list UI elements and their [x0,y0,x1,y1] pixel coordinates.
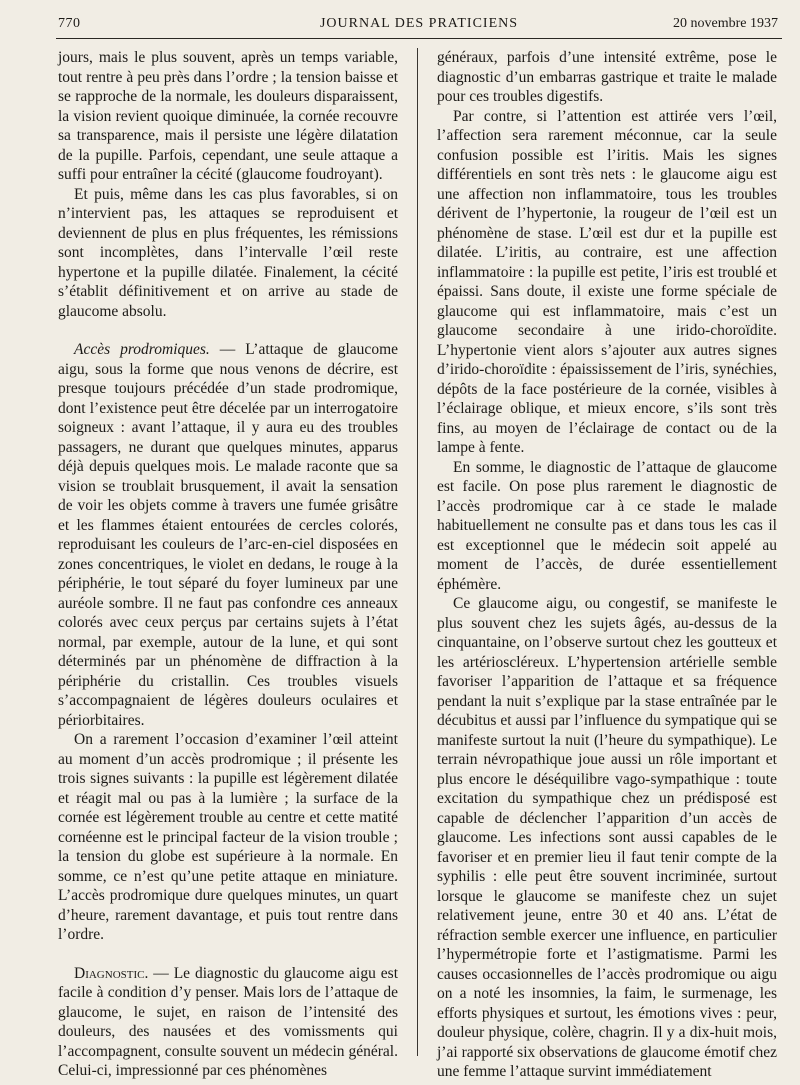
paragraph [58,340,398,730]
paragraph: En somme, le diagnostic de l’attaque de glaucome est facile. On pose plus rarement le diagnostic de l’accès prodromique car à ce stade le malade habituellement ne consulte pas et dans tous les cas il est exceptionnel que le médecin soit appelé au moment de l’accès, de durée essentiellement éphémère. [437,458,777,593]
section-heading: Diagnostic. [74,964,149,982]
paragraph: On a rarement l’occasion d’examiner l’œil atteint au moment d’un accès prodromique ; il présente les trois signes suivants : la pupille est légèrement dilatée et réagit mal ou pas à la lumière ; la surface de la cornée est légèrement trouble au centre et cette matité cornéenne est le principal facteur de la vision trouble ; la tension du globe est supérieure à la normale. En somme, ce n’est qu’une petite attaque en miniature. L’accès prodromique dure quelques minutes, un quart d’heure, rarement davantage, et puis tout rentre dans l’ordre. [58,731,398,943]
paragraph-body: — Le diagnostic du glaucome aigu est facile à condition d’y penser. Mais lors de l’attaque de glaucome, le sujet, en raison de l’intensité des douleurs, des nausées et des vomissments qui l’accompagnent, consulte souvent un médecin général. Celui-ci, impressionné par ces phénomènes [58,964,398,1079]
paragraph: Par contre, si l’attention est attirée vers l’œil, l’affection sera rarement méconnue, car la seule confusion possible est l’iritis. Mais les signes différentiels en sont très nets : le glaucome aigu est une affection non inflammatoire, tous les troubles dérivent de l’hypertonie, la rougeur de l’œil est un phénomène de stase. L’œil est dur et la pupille est dilatée. L’iritis, au contraire, est une affection inflammatoire : la pupille est petite, l’iris est troublé et épaissi. Sans doute, il existe une forme spéciale de glaucome qui est inflammatoire, mais c’est un glaucome secondaire à une irido-choroïdite. L’hypertonie vient alors s’ajouter aux autres signes d’irido-choroïdite : épaississement de l’iris, synéchies, dépôts de la face postérieure de la cornée, visibles à l’éclairage oblique, et mieux encore, s’ils sont très fins, au moyen de l’éclairage de contact ou de la lampe à fente. [437,107,777,456]
journal-title: JOURNAL DES PRATICIENS [319,16,519,31]
paragraph: Ce glaucome aigu, ou congestif, se manifeste le plus souvent chez les sujets âgés, au-dessus de la cinquantaine, on l’observe surtout chez les goutteux et les artérioscléreux. L’hypertension artérielle semble favoriser l’apparition de l’attaque et sa fréquence pendant la nuit s’explique par la stase entraînée par le décubitus et aussi par l’influence du sympatique qui se manifeste surtout la nuit (l’heure du sympathique). Le terrain névropathique joue aussi un rôle important et plus encore le déséquilibre vago-sympathique : toute excitation du sympathique chez un prédisposé est capable de déclencher l’apparition d’un accès de glaucome. Les infections sont aussi capables de le favoriser et en premier lieu il faut tenir compte de la syphilis : elle peut être souvent incriminée, surtout lorsque le glaucome se manifeste chez un sujet relativement jeune, entre 30 et 40 ans. L’état de réfraction semble exercer une influence, en particulier l’hypermétropie forte et l’astigmatisme. Parmi les causes occasionnelles de l’accès prodromique ou aigu on a noté les insomnies, la faim, le surmenage, les efforts physiques et surtout, les émotions vives : peur, douleur physique, colère, chagrin. Il y a dix-huit mois, j’ai rapporté six observations de glaucome émotif chez une femme l’attaque survint immédiatement [437,595,777,1080]
page-number: 770 [58,16,81,31]
paragraph-body: — L’attaque de glaucome aigu, sous la forme que nous venons de décrire, est presque toujours précédée d’un stade prodromique, dont l’existence peut être décelée par un interrogatoire soigneux : avant l’attaque, il y aura eu des troubles passagers, ne durant que quelques minutes, apparus déjà depuis quelques mois. Le malade raconte que sa vision se troublait brusquement, il avait la sensation de voir les objets comme à travers une fumée grisâtre et les flammes étaient entourées de cercles colorés, reproduisant les couleurs de l’arc-en-ciel disposées en zones concentriques, le violet en dedans, le rouge à la périphérie, le tout séparé du foyer lumineux par une auréole sombre. Il ne faut pas confondre ces anneaux colorés avec ceux perçus par certains sujets à l’état normal, par exemple, autour de la lune, et qui sont déterminés par un phénomène de diffraction à la périphérie du cristallin. Ces troubles visuels s’accompagnaient de légères douleurs oculaires et périorbitaires. [58,341,399,729]
right-column [437,48,777,1082]
paragraph: généraux, parfois d’une intensité extrême, pose le diagnostic d’un embarras gastrique et traite le malade pour ces troubles digestifs. [437,49,777,105]
left-column [58,48,398,1081]
paragraph: Et puis, même dans les cas plus favorables, si on n’intervient pas, les attaques se reproduisent et deviennent de plus en plus fréquentes, les rémissions sont incomplètes, dans l’intervalle l’œil reste hypertone et la pupille dilatée. Finalement, la cécité s’établit définitivement et on arrive au stade de glaucome absolu. [58,185,398,320]
section-heading: Accès prodromiques. [74,341,210,358]
running-header [56,12,782,39]
paragraph: jours, mais le plus souvent, après un temps variable, tout rentre à peu près dans l’ordre ; la tension baisse et se rapproche de la normale, les douleurs disparaissent, la vision revient quoique diminuée, la cornée recouvre sa transparence, mais il persiste une légère dilatation de la pupille. Parfois, cependant, une seule attaque a suffi pour entraîner la cécité (glaucome foudroyant). [58,49,398,183]
column-divider [417,48,418,1056]
paragraph [58,964,398,1081]
issue-date: 20 novembre 1937 [673,16,778,31]
